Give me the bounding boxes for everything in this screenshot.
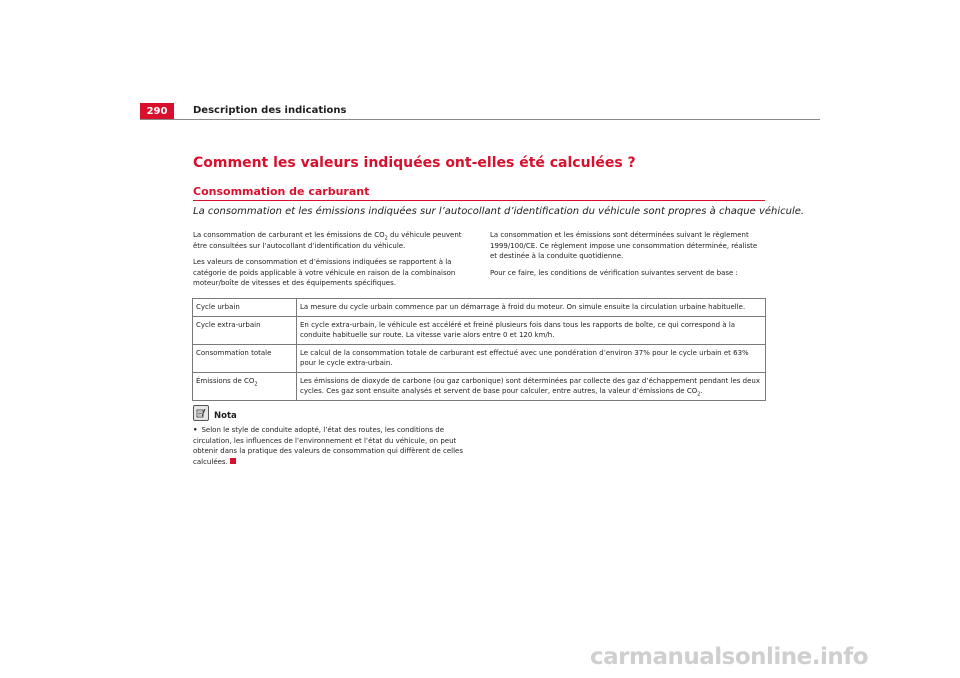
header-divider [140, 119, 820, 120]
co2-text-end: . [700, 387, 703, 395]
table-row [193, 372, 766, 400]
note-body [193, 425, 478, 467]
table-row-text: En cycle extra-urbain, le véhicule est accéléré et freiné plusieurs fois dans tous les rapports de boîte, ce qui correspond à la conduite habituelle sur route. La vitesse varie alors entre 0 et 120 km/h. [297, 316, 766, 344]
running-header: Description des indications [193, 105, 347, 116]
note-title: Nota [214, 411, 237, 421]
table-row-label [193, 372, 297, 400]
section-subtitle: Consommation de carburant [193, 185, 370, 198]
page-number: 290 [140, 103, 174, 120]
left-column [193, 230, 468, 295]
note-box [193, 405, 478, 467]
table-row [193, 316, 766, 344]
left-p1-after: du véhicule peuvent être consultées sur l’autocollant d’identification du véhicule. [193, 231, 462, 250]
intro-text: La consommation et les émissions indiquées sur l’autocollant d’identification du véhicule sont propres à chaque véhicule. [193, 206, 805, 217]
bullet-icon: • [193, 426, 198, 434]
end-marker-icon [230, 458, 236, 464]
table-row [193, 299, 766, 317]
right-paragraph-1: La consommation et les émissions sont déterminées suivant le règlement 1999/100/CE. Ce règlement impose une consommation déterminée, réaliste et destinée à la conduite quotidienne. [490, 231, 758, 260]
right-column [490, 230, 765, 284]
note-text: Selon le style de conduite adopté, l’état des routes, les conditions de circulation, les influences de l’environnement et l’état du véhicule, on peut obtenir dans la pratique des valeurs de consommation qui diffèrent de celles calculées. [193, 426, 463, 466]
table-row-label: Consommation totale [193, 344, 297, 372]
table-row-text: Le calcul de la consommation totale de carburant est effectué avec une pondération d’environ 37% pour le cycle urbain et 63% pour le cycle extra-urbain. [297, 344, 766, 372]
left-p1-before: La consommation de carburant et les émissions de CO [193, 231, 385, 239]
watermark: carmanualsonline.info [590, 644, 869, 670]
test-conditions-table [192, 298, 766, 401]
co2-text-subscript: 2 [697, 391, 701, 398]
left-paragraph-1 [193, 230, 468, 251]
section-title: Comment les valeurs indiquées ont-elles été calculées ? [193, 155, 636, 171]
left-p1-subscript: 2 [384, 235, 388, 242]
co2-label-text: Émissions de CO [196, 376, 255, 385]
table-row-text: La mesure du cycle urbain commence par un démarrage à froid du moteur. On simule ensuite la circulation urbaine habituelle. [297, 299, 766, 317]
table-row-label: Cycle urbain [193, 299, 297, 317]
subtitle-divider [193, 200, 765, 201]
table-row-label: Cycle extra-urbain [193, 316, 297, 344]
co2-text: Les émissions de dioxyde de carbone (ou gaz carbonique) sont déterminées par collecte des gaz d’échappement pendant les deux cycles. Ces gaz sont ensuite analysés et servent de base pour calculer, entre autres, la valeur d’émissions de CO [300, 376, 760, 395]
note-header [193, 405, 478, 421]
right-paragraph-2: Pour ce faire, les conditions de vérification suivantes servent de base : [490, 268, 738, 277]
co2-label-subscript: 2 [254, 380, 258, 387]
table-row [193, 344, 766, 372]
left-paragraph-2: Les valeurs de consommation et d’émissions indiquées se rapportent à la catégorie de poids applicable à votre véhicule en raison de la combinaison moteur/boîte de vitesses et des équipements spécifiques. [193, 258, 456, 287]
table-row-text [297, 372, 766, 400]
note-icon [193, 405, 209, 421]
